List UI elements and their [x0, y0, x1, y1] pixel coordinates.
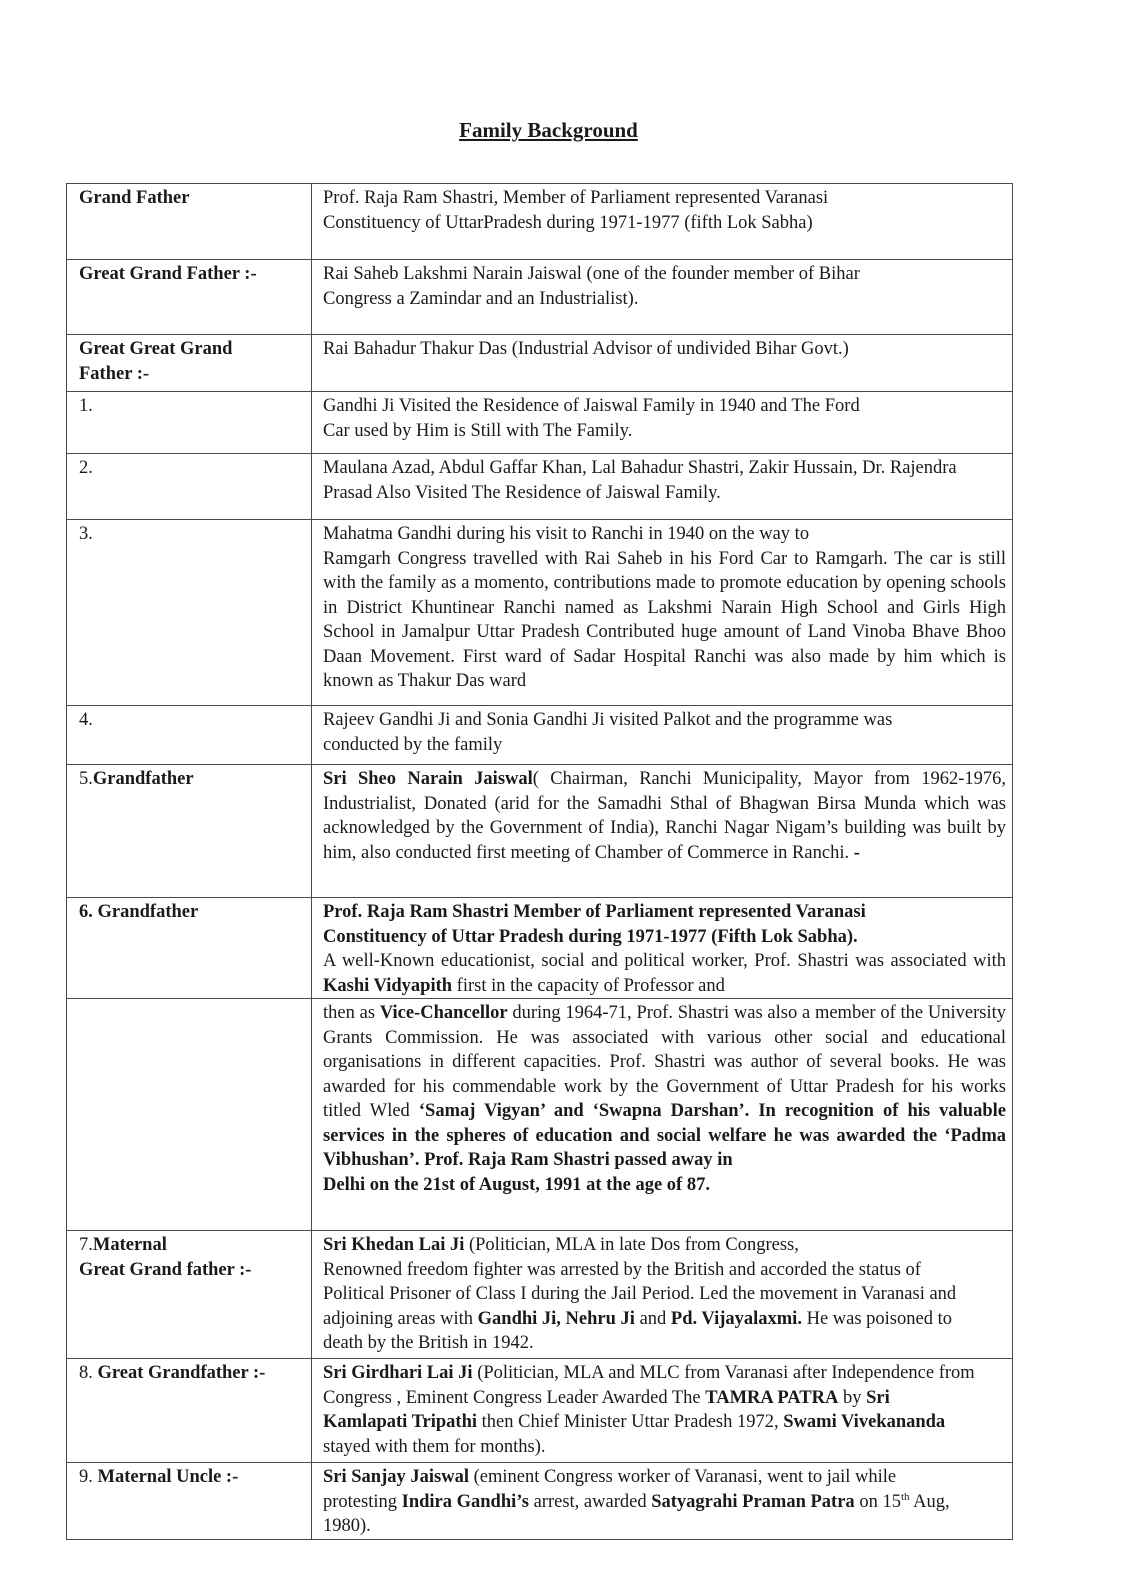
item-number: 9. [79, 1467, 93, 1487]
item-number: 5. [79, 769, 93, 789]
biography-text: A well-Known educationist, social and political worker, Prof. Shastri was associated with [323, 951, 1006, 971]
biography-text: during 1964-71, Prof. Shastri was also a member of the University Grants Commission. He was associated with various other social and educational organisations in different capacities. Prof. Shastri was author of several books. He was awarded for his commendable work by the Government of Uttar Pradesh for his works titled Wled [323, 1003, 1006, 1121]
row-description [312, 520, 1013, 706]
table-row [67, 1359, 1013, 1463]
grandfather-label: 6. Grandfather [79, 902, 199, 922]
item-number: 8. [79, 1363, 93, 1383]
family-background-table [66, 183, 1013, 1540]
row-description [312, 999, 1013, 1231]
table-row [67, 260, 1013, 335]
table-row [67, 184, 1013, 260]
table-row [67, 1231, 1013, 1359]
leader-name: Indira Gandhi’s [401, 1491, 529, 1512]
grand-father-text: Prof. Raja Ram Shastri, Member of Parliament represented Varanasi Constituency of UttarPradesh during 1971-1977 (fifth Lok Sabha) [323, 188, 829, 233]
biography-text: then as [323, 1003, 380, 1023]
row-description [312, 1231, 1013, 1359]
row-description [312, 335, 1013, 392]
row-label [67, 520, 312, 706]
person-details: on 15 [854, 1491, 901, 1512]
biography-part1 [323, 949, 1006, 998]
award-name: TAMRA PATRA [705, 1387, 839, 1408]
table-row [67, 765, 1013, 898]
bold-intro: Prof. Raja Ram Shastri Member of Parliament represented Varanasi Constituency of Uttar Pradesh during 1971-1977 (Fifth Lok Sabha). [323, 902, 866, 947]
table-row [67, 1463, 1013, 1540]
table-row [67, 898, 1013, 999]
table-row [67, 392, 1013, 454]
maternal-label: Maternal [92, 1235, 167, 1255]
row-label [67, 1463, 312, 1540]
person-details: ( Chairman, Ranchi Municipality, Mayor from 1962-1976, Industrialist, Donated (arid for the Samadhi Sthal of Bhagwan Birsa Munda which was acknowledged by the Government of India), Ranchi Nagar Nigam’s building was built by him, also conducted first meeting of Chamber of Commerce in Ranchi. [323, 769, 1006, 863]
row-label [67, 1359, 312, 1463]
person-details: Aug, 1980). [323, 1491, 950, 1536]
row-label [67, 765, 312, 898]
row-description [312, 392, 1013, 454]
maternal-uncle-label: Maternal Uncle :- [92, 1467, 239, 1487]
row-description [312, 1463, 1013, 1540]
guest-name: Swami Vivekananda [783, 1412, 946, 1432]
person-details: arrest, awarded [528, 1491, 652, 1512]
maternal-uncle-details [323, 1465, 953, 1539]
great-grand-father-label: Great Grand father :- [79, 1259, 252, 1280]
item-text: Rajeev Gandhi Ji and Sonia Gandhi Ji visited Palkot and the programme was conducted by the family [323, 710, 893, 755]
person-details: then Chief Minister Uttar Pradesh 1972, [477, 1412, 784, 1432]
great-great-grand-father-label: Great Great Grand Father :- [79, 339, 233, 384]
row-label [67, 184, 312, 260]
item-text: Ramgarh Congress travelled with Rai Saheb in his Ford Car to Ramgarh. The car is still with the family as a momento, contributions made to promote education by opening schools in District Khuntinear Ranchi named as Lakshmi Narain High School and Girls High School in Jamalpur Uttar Pradesh Contributed huge amount of Land Vinoba Bhave Bhoo Daan Movement. First ward of Sadar Hospital Ranchi was also made by him which is known as Thakur Das ward [323, 548, 1006, 691]
grand-father-label: Grand Father [79, 188, 190, 208]
item-number: 1. [79, 396, 93, 416]
person-details: He was poisoned to death by the British in 1942. [323, 1308, 952, 1353]
table-row [67, 706, 1013, 765]
grandfather-label: Grandfather [92, 769, 194, 789]
leader-name: Sri Kamlapati Tripathi [323, 1387, 890, 1432]
item-text: Maulana Azad, Abdul Gaffar Khan, Lal Bahadur Shastri, Zakir Hussain, Dr. Rajendra Prasad Also Visited The Residence of Jaiswal Family. [323, 458, 957, 503]
person-name: Sri Khedan Lai Ji [323, 1235, 465, 1255]
item-number: 7. [79, 1235, 93, 1255]
page-title: Family Background [459, 118, 638, 142]
ordinal-suffix: th [900, 1490, 910, 1503]
person-details: (eminent Congress worker of Varanasi, went to jail while protesting [323, 1467, 897, 1512]
row-description [312, 706, 1013, 765]
person-details: (Politician, MLA and MLC from Varanasi after Independence from Congress , Eminent Congress Leader Awarded The [323, 1363, 975, 1408]
row-label [67, 706, 312, 765]
trailing-dash: - [853, 842, 860, 863]
maternal-details [323, 1233, 983, 1356]
table-row [67, 520, 1013, 706]
table-row [67, 999, 1013, 1231]
biography-bold-text: ‘Samaj Vigyan’ and ‘Swapna Darshan’. In recognition of his valuable services in the spheres of education and social welfare he was awarded the ‘Padma Vibhushan’. Prof. Raja Ram Shastri passed away in [323, 1101, 1007, 1170]
row-label [67, 1231, 312, 1359]
person-details: stayed with them for months). [323, 1436, 546, 1457]
row-description [312, 260, 1013, 335]
leaders-names: Gandhi Ji, Nehru Ji [477, 1308, 635, 1329]
row-description [312, 765, 1013, 898]
vice-chancellor: Vice-Chancellor [379, 1003, 508, 1023]
row-label [67, 898, 312, 999]
great-grand-father-text: Rai Saheb Lakshmi Narain Jaiswal (one of the founder member of Bihar Congress a Zamindar and an Industrialist). [323, 264, 860, 309]
person-details: Renowned freedom fighter was arrested by the British and accorded the status of Political Prisoner of Class I during the Jail Period. Led the movement in Varanasi and adjoining areas with [323, 1259, 957, 1329]
person-details: (Politician, MLA in late Dos from Congress, [464, 1235, 799, 1255]
row-description [312, 184, 1013, 260]
item-number: 2. [79, 458, 93, 478]
row-description [312, 898, 1013, 999]
row-label [67, 392, 312, 454]
great-great-grand-father-text: Rai Bahadur Thakur Das (Industrial Advisor of undivided Bihar Govt.) [323, 339, 849, 359]
person-name: Sri Sanjay Jaiswal [323, 1467, 469, 1487]
kashi-vidyapith: Kashi Vidyapith [323, 975, 453, 996]
leader-name: Pd. Vijayalaxmi. [670, 1308, 802, 1329]
great-grand-father-label: Great Grand Father :- [79, 264, 257, 284]
item-number: 4. [79, 710, 93, 730]
great-grandfather-details [323, 1361, 978, 1459]
great-grandfather-label: Great Grandfather :- [92, 1363, 266, 1383]
person-details: and [634, 1308, 671, 1329]
item-text: Gandhi Ji Visited the Residence of Jaiswal Family in 1940 and The Ford Car used by Him is Still with The Family. [323, 396, 860, 441]
row-label [67, 999, 312, 1231]
table-row [67, 454, 1013, 520]
person-details: by [838, 1387, 867, 1408]
row-description [312, 454, 1013, 520]
table-row [67, 335, 1013, 392]
item-text-line1: Mahatma Gandhi during his visit to Ranchi in 1940 on the way to [323, 524, 810, 544]
row-label [67, 260, 312, 335]
row-label [67, 335, 312, 392]
row-description [312, 1359, 1013, 1463]
biography-text: first in the capacity of Professor and [452, 975, 725, 996]
person-name: Sri Girdhari Lai Ji [323, 1363, 473, 1383]
person-name: Sri Sheo Narain Jaiswal [323, 769, 533, 789]
biography-last-line: Delhi on the 21st of August, 1991 at the age of 87. [323, 1174, 710, 1195]
award-name: Satyagrahi Praman Patra [651, 1491, 855, 1512]
row-label [67, 454, 312, 520]
item-number: 3. [79, 524, 93, 544]
